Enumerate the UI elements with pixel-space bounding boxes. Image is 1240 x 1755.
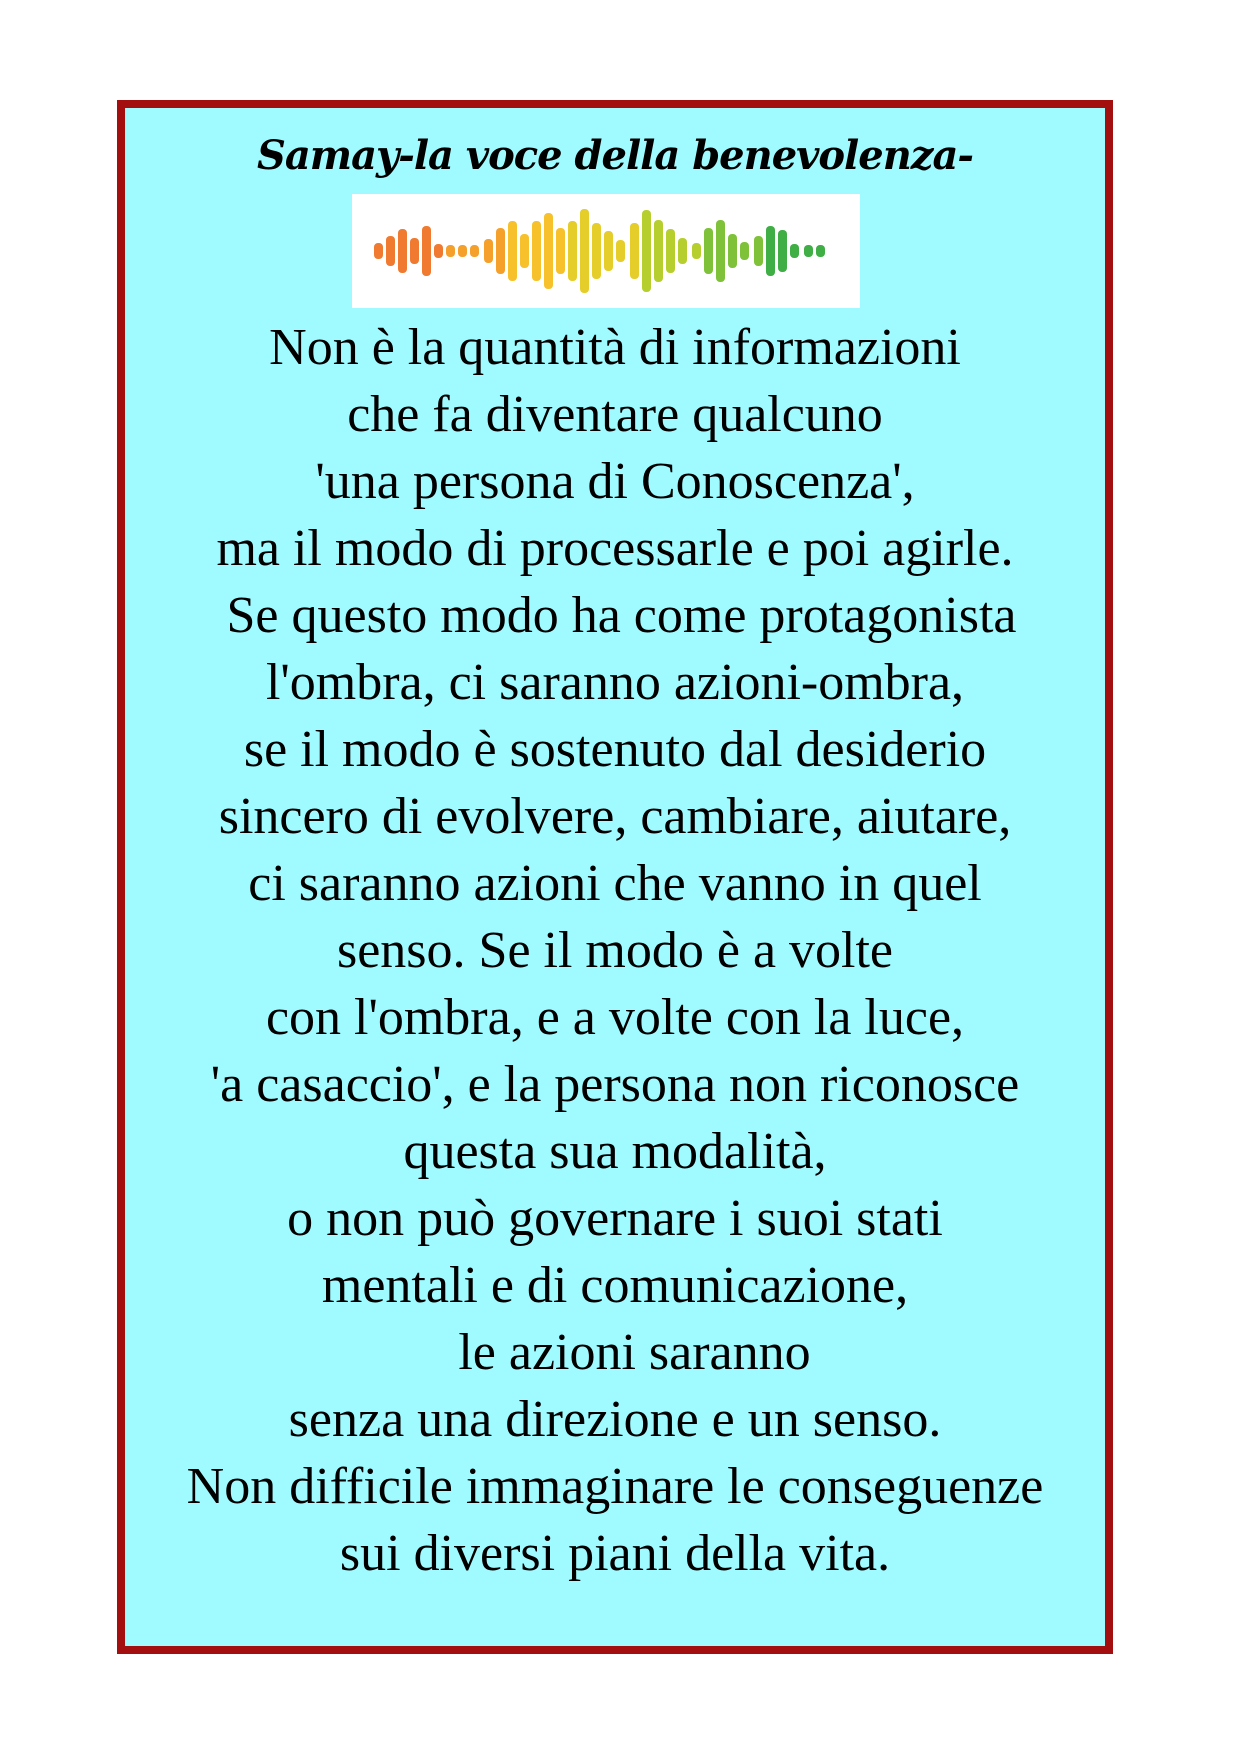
sound-wave-bar [386, 236, 395, 266]
sound-wave-bar [484, 239, 493, 263]
sound-wave-bar [508, 221, 517, 281]
quote-line: Non difficile immaginare le conseguenze [186, 1458, 1044, 1515]
sound-wave-bar [532, 221, 541, 281]
sound-wave-bar [716, 220, 725, 282]
sound-wave-bar [544, 213, 553, 289]
sound-wave-bar [374, 243, 383, 259]
sound-wave-bar [790, 244, 799, 258]
quote-line: senza una direzione e un senso. [288, 1391, 942, 1448]
quote-line: le azioni saranno [419, 1324, 811, 1381]
quote-line: 'a casaccio', e la persona non riconosce [210, 1056, 1020, 1113]
sound-wave-bar [678, 238, 687, 264]
sound-wave-bar [422, 226, 431, 276]
sound-wave-bar [434, 244, 443, 258]
sound-wave-bar [692, 243, 701, 259]
logo-box [352, 194, 860, 308]
sound-wave-bar [398, 229, 407, 273]
quote-line: o non può governare i suoi stati [287, 1190, 943, 1247]
quote-text [125, 314, 1105, 1587]
sound-wave-bar [642, 210, 651, 292]
sound-wave-bar [704, 228, 713, 274]
sound-wave-bar [728, 234, 737, 268]
sound-wave-bar [816, 245, 825, 257]
quote-line: sincero di evolvere, cambiare, aiutare, [218, 788, 1012, 845]
sound-wave-bar [666, 229, 675, 273]
quote-line: mentali e di comunicazione, [321, 1257, 909, 1314]
sound-wave-bar [496, 228, 505, 274]
sound-wave-bar [740, 242, 749, 260]
quote-line: 'una persona di Conoscenza', [315, 453, 915, 510]
sound-wave-bar [778, 230, 787, 272]
quote-line: Non è la quantità di informazioni [269, 319, 961, 376]
sound-wave-bar [458, 245, 467, 257]
quote-line: se il modo è sostenuto dal desiderio [243, 721, 987, 778]
quote-line: con l'ombra, e a volte con la luce, [265, 989, 965, 1046]
quote-card [117, 100, 1113, 1654]
sound-wave-bar [654, 220, 663, 282]
sound-wave-bar [520, 234, 529, 268]
quote-line: l'ombra, ci saranno azioni-ombra, [265, 654, 965, 711]
sound-wave-bar [630, 223, 639, 279]
quote-line: che fa diventare qualcuno [347, 386, 883, 443]
sound-wave-bar [470, 245, 479, 257]
sound-wave-bar [604, 231, 613, 271]
sound-wave-bar [580, 209, 589, 293]
quote-line: senso. Se il modo è a volte [336, 922, 894, 979]
sound-wave-bar [754, 236, 763, 266]
quote-line: ma il modo di processarle e poi agirle. [216, 520, 1014, 577]
quote-line: ci saranno azioni che vanno in quel [248, 855, 982, 912]
sound-wave-bar [410, 238, 419, 264]
sound-wave-bar [592, 223, 601, 279]
sound-wave-bar [556, 228, 565, 274]
sound-wave-bar [616, 240, 625, 262]
sound-wave-bar [568, 221, 577, 281]
quote-line: sui diversi piani della vita. [339, 1525, 891, 1582]
sound-wave-bar [766, 226, 775, 276]
sound-wave-bar [446, 245, 455, 257]
sound-wave-bar [804, 245, 813, 257]
page-title: Samay-la voce della benevolenza- [256, 132, 974, 179]
quote-line: questa sua modalità, [403, 1123, 827, 1180]
sound-wave-icon [352, 194, 860, 308]
quote-line: Se questo modo ha come protagonista [213, 587, 1017, 644]
